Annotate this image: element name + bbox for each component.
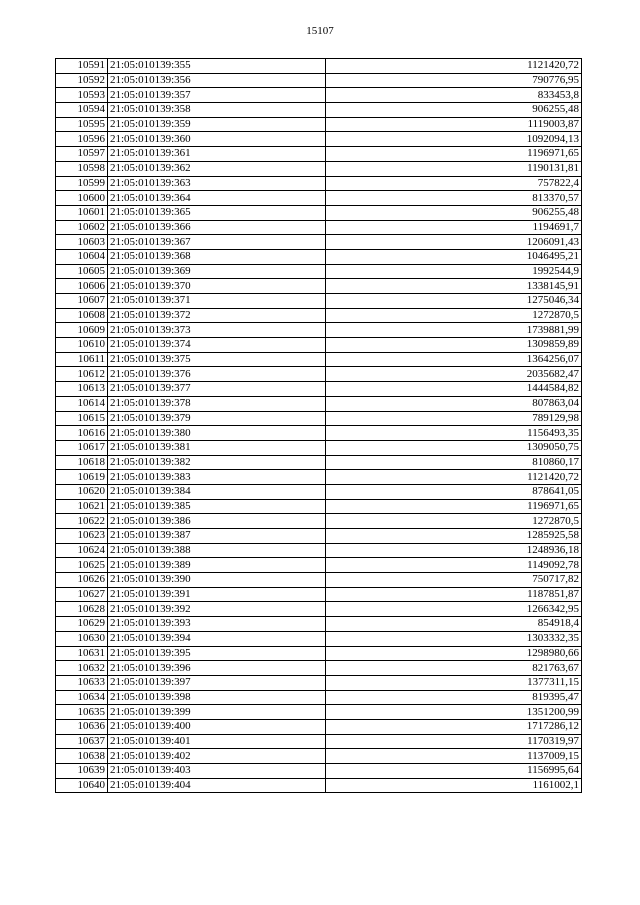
- cadastral-number-cell: 21:05:010139:393: [108, 617, 326, 632]
- cadastral-number-cell: 21:05:010139:368: [108, 249, 326, 264]
- value-cell: 1187851,87: [326, 587, 582, 602]
- value-cell: 807863,04: [326, 396, 582, 411]
- row-number-cell: 10604: [56, 249, 108, 264]
- value-cell: 906255,48: [326, 103, 582, 118]
- table-row: [56, 734, 582, 749]
- row-number-cell: 10599: [56, 176, 108, 191]
- value-cell: 1196971,65: [326, 147, 582, 162]
- cadastral-number-cell: 21:05:010139:370: [108, 279, 326, 294]
- cadastral-number-cell: 21:05:010139:364: [108, 191, 326, 206]
- table-row: [56, 117, 582, 132]
- cadastral-number-cell: 21:05:010139:367: [108, 235, 326, 250]
- row-number-cell: 10618: [56, 455, 108, 470]
- table-row: [56, 631, 582, 646]
- table-row: [56, 661, 582, 676]
- row-number-cell: 10633: [56, 675, 108, 690]
- cadastral-number-cell: 21:05:010139:356: [108, 73, 326, 88]
- row-number-cell: 10620: [56, 484, 108, 499]
- table-row: [56, 764, 582, 779]
- table-row: [56, 690, 582, 705]
- row-number-cell: 10595: [56, 117, 108, 132]
- cadastral-number-cell: 21:05:010139:371: [108, 294, 326, 309]
- table-row: [56, 675, 582, 690]
- value-cell: 1194691,7: [326, 220, 582, 235]
- row-number-cell: 10607: [56, 294, 108, 309]
- cadastral-number-cell: 21:05:010139:400: [108, 719, 326, 734]
- row-number-cell: 10635: [56, 705, 108, 720]
- value-cell: 1196971,65: [326, 499, 582, 514]
- value-cell: 1119003,87: [326, 117, 582, 132]
- table-row: [56, 205, 582, 220]
- row-number-cell: 10621: [56, 499, 108, 514]
- table-row: [56, 132, 582, 147]
- table-row: [56, 323, 582, 338]
- table-row: [56, 440, 582, 455]
- cadastral-number-cell: 21:05:010139:365: [108, 205, 326, 220]
- value-cell: 1351200,99: [326, 705, 582, 720]
- value-cell: 1309859,89: [326, 338, 582, 353]
- value-cell: 1266342,95: [326, 602, 582, 617]
- row-number-cell: 10610: [56, 338, 108, 353]
- row-number-cell: 10597: [56, 147, 108, 162]
- value-cell: 1156493,35: [326, 426, 582, 441]
- value-cell: 1121420,72: [326, 59, 582, 74]
- row-number-cell: 10622: [56, 514, 108, 529]
- table-row: [56, 705, 582, 720]
- row-number-cell: 10594: [56, 103, 108, 118]
- cadastral-number-cell: 21:05:010139:390: [108, 573, 326, 588]
- table-row: [56, 646, 582, 661]
- row-number-cell: 10630: [56, 631, 108, 646]
- table-row: [56, 308, 582, 323]
- cadastral-number-cell: 21:05:010139:380: [108, 426, 326, 441]
- cadastral-number-cell: 21:05:010139:398: [108, 690, 326, 705]
- value-cell: 1364256,07: [326, 352, 582, 367]
- value-cell: 1156995,64: [326, 764, 582, 779]
- table-row: [56, 455, 582, 470]
- row-number-cell: 10603: [56, 235, 108, 250]
- table-row: [56, 426, 582, 441]
- cadastral-number-cell: 21:05:010139:386: [108, 514, 326, 529]
- table-row: [56, 396, 582, 411]
- table-row: [56, 529, 582, 544]
- value-cell: 1046495,21: [326, 249, 582, 264]
- row-number-cell: 10596: [56, 132, 108, 147]
- row-number-cell: 10624: [56, 543, 108, 558]
- value-cell: 1717286,12: [326, 719, 582, 734]
- value-cell: 750717,82: [326, 573, 582, 588]
- cadastral-number-cell: 21:05:010139:381: [108, 440, 326, 455]
- cadastral-number-cell: 21:05:010139:401: [108, 734, 326, 749]
- cadastral-number-cell: 21:05:010139:396: [108, 661, 326, 676]
- cadastral-number-cell: 21:05:010139:377: [108, 382, 326, 397]
- value-cell: 1285925,58: [326, 529, 582, 544]
- cadastral-number-cell: 21:05:010139:360: [108, 132, 326, 147]
- value-cell: 790776,95: [326, 73, 582, 88]
- value-cell: 1149092,78: [326, 558, 582, 573]
- cadastral-number-cell: 21:05:010139:369: [108, 264, 326, 279]
- cadastral-number-cell: 21:05:010139:388: [108, 543, 326, 558]
- row-number-cell: 10625: [56, 558, 108, 573]
- value-cell: 1444584,82: [326, 382, 582, 397]
- cadastral-number-cell: 21:05:010139:363: [108, 176, 326, 191]
- cadastral-number-cell: 21:05:010139:392: [108, 602, 326, 617]
- cadastral-number-cell: 21:05:010139:404: [108, 778, 326, 793]
- cadastral-number-cell: 21:05:010139:402: [108, 749, 326, 764]
- table-row: [56, 73, 582, 88]
- table-row: [56, 176, 582, 191]
- row-number-cell: 10629: [56, 617, 108, 632]
- table-row: [56, 279, 582, 294]
- value-cell: 1338145,91: [326, 279, 582, 294]
- cadastral-number-cell: 21:05:010139:394: [108, 631, 326, 646]
- table-row: [56, 587, 582, 602]
- row-number-cell: 10627: [56, 587, 108, 602]
- row-number-cell: 10608: [56, 308, 108, 323]
- cadastral-number-cell: 21:05:010139:358: [108, 103, 326, 118]
- row-number-cell: 10616: [56, 426, 108, 441]
- table-row: [56, 411, 582, 426]
- table-row: [56, 161, 582, 176]
- cadastral-number-cell: 21:05:010139:362: [108, 161, 326, 176]
- cadastral-number-cell: 21:05:010139:359: [108, 117, 326, 132]
- cadastral-number-cell: 21:05:010139:391: [108, 587, 326, 602]
- table-row: [56, 719, 582, 734]
- value-cell: 1272870,5: [326, 514, 582, 529]
- value-cell: 1309050,75: [326, 440, 582, 455]
- row-number-cell: 10623: [56, 529, 108, 544]
- row-number-cell: 10602: [56, 220, 108, 235]
- table-row: [56, 352, 582, 367]
- value-cell: 1092094,13: [326, 132, 582, 147]
- table-row: [56, 382, 582, 397]
- cadastral-number-cell: 21:05:010139:389: [108, 558, 326, 573]
- row-number-cell: 10605: [56, 264, 108, 279]
- cadastral-number-cell: 21:05:010139:372: [108, 308, 326, 323]
- table-row: [56, 294, 582, 309]
- cadastral-number-cell: 21:05:010139:373: [108, 323, 326, 338]
- table-row: [56, 220, 582, 235]
- row-number-cell: 10632: [56, 661, 108, 676]
- cadastral-number-cell: 21:05:010139:378: [108, 396, 326, 411]
- table-row: [56, 617, 582, 632]
- cadastral-number-cell: 21:05:010139:361: [108, 147, 326, 162]
- table-row: [56, 749, 582, 764]
- row-number-cell: 10612: [56, 367, 108, 382]
- row-number-cell: 10592: [56, 73, 108, 88]
- value-cell: 878641,05: [326, 484, 582, 499]
- row-number-cell: 10614: [56, 396, 108, 411]
- value-cell: 1298980,66: [326, 646, 582, 661]
- table-row: [56, 88, 582, 103]
- row-number-cell: 10626: [56, 573, 108, 588]
- cadastral-number-cell: 21:05:010139:366: [108, 220, 326, 235]
- value-cell: 757822,4: [326, 176, 582, 191]
- table-row: [56, 484, 582, 499]
- cadastral-number-cell: 21:05:010139:403: [108, 764, 326, 779]
- value-cell: 813370,57: [326, 191, 582, 206]
- value-cell: 1739881,99: [326, 323, 582, 338]
- row-number-cell: 10634: [56, 690, 108, 705]
- row-number-cell: 10591: [56, 59, 108, 74]
- value-cell: 810860,17: [326, 455, 582, 470]
- value-cell: 906255,48: [326, 205, 582, 220]
- cadastral-number-cell: 21:05:010139:395: [108, 646, 326, 661]
- value-cell: 789129,98: [326, 411, 582, 426]
- row-number-cell: 10606: [56, 279, 108, 294]
- value-cell: 833453,8: [326, 88, 582, 103]
- value-cell: 1137009,15: [326, 749, 582, 764]
- table-row: [56, 59, 582, 74]
- value-cell: 854918,4: [326, 617, 582, 632]
- cadastral-number-cell: 21:05:010139:385: [108, 499, 326, 514]
- table-row: [56, 514, 582, 529]
- row-number-cell: 10637: [56, 734, 108, 749]
- row-number-cell: 10611: [56, 352, 108, 367]
- table-row: [56, 543, 582, 558]
- cadastral-number-cell: 21:05:010139:382: [108, 455, 326, 470]
- row-number-cell: 10593: [56, 88, 108, 103]
- cadastral-number-cell: 21:05:010139:399: [108, 705, 326, 720]
- table-row: [56, 367, 582, 382]
- row-number-cell: 10609: [56, 323, 108, 338]
- row-number-cell: 10640: [56, 778, 108, 793]
- cadastral-number-cell: 21:05:010139:374: [108, 338, 326, 353]
- value-cell: 1170319,97: [326, 734, 582, 749]
- table-row: [56, 338, 582, 353]
- cadastral-number-cell: 21:05:010139:355: [108, 59, 326, 74]
- cadastral-number-cell: 21:05:010139:383: [108, 470, 326, 485]
- value-cell: 1248936,18: [326, 543, 582, 558]
- cadastral-number-cell: 21:05:010139:387: [108, 529, 326, 544]
- row-number-cell: 10615: [56, 411, 108, 426]
- value-cell: 1206091,43: [326, 235, 582, 250]
- row-number-cell: 10619: [56, 470, 108, 485]
- table-row: [56, 103, 582, 118]
- row-number-cell: 10613: [56, 382, 108, 397]
- row-number-cell: 10639: [56, 764, 108, 779]
- value-cell: 1377311,15: [326, 675, 582, 690]
- table-row: [56, 249, 582, 264]
- row-number-cell: 10638: [56, 749, 108, 764]
- row-number-cell: 10631: [56, 646, 108, 661]
- table-row: [56, 573, 582, 588]
- row-number-cell: 10636: [56, 719, 108, 734]
- value-cell: 2035682,47: [326, 367, 582, 382]
- value-cell: 1190131,81: [326, 161, 582, 176]
- table-row: [56, 264, 582, 279]
- table-body: [56, 59, 582, 793]
- cadastral-number-cell: 21:05:010139:375: [108, 352, 326, 367]
- table-row: [56, 499, 582, 514]
- cadastral-number-cell: 21:05:010139:376: [108, 367, 326, 382]
- value-cell: 1992544,9: [326, 264, 582, 279]
- page-number: 15107: [306, 25, 334, 37]
- cadastral-number-cell: 21:05:010139:379: [108, 411, 326, 426]
- row-number-cell: 10601: [56, 205, 108, 220]
- cadastral-number-cell: 21:05:010139:397: [108, 675, 326, 690]
- value-cell: 1121420,72: [326, 470, 582, 485]
- table-row: [56, 191, 582, 206]
- table-row: [56, 778, 582, 793]
- row-number-cell: 10600: [56, 191, 108, 206]
- table-row: [56, 558, 582, 573]
- value-cell: 821763,67: [326, 661, 582, 676]
- row-number-cell: 10628: [56, 602, 108, 617]
- table-row: [56, 235, 582, 250]
- value-cell: 1275046,34: [326, 294, 582, 309]
- table-row: [56, 147, 582, 162]
- cadastral-number-cell: 21:05:010139:357: [108, 88, 326, 103]
- row-number-cell: 10598: [56, 161, 108, 176]
- value-cell: 819395,47: [326, 690, 582, 705]
- table-row: [56, 470, 582, 485]
- value-cell: 1272870,5: [326, 308, 582, 323]
- table-row: [56, 602, 582, 617]
- value-cell: 1303332,35: [326, 631, 582, 646]
- cadastral-number-cell: 21:05:010139:384: [108, 484, 326, 499]
- value-cell: 1161002,1: [326, 778, 582, 793]
- data-table: [55, 58, 582, 793]
- row-number-cell: 10617: [56, 440, 108, 455]
